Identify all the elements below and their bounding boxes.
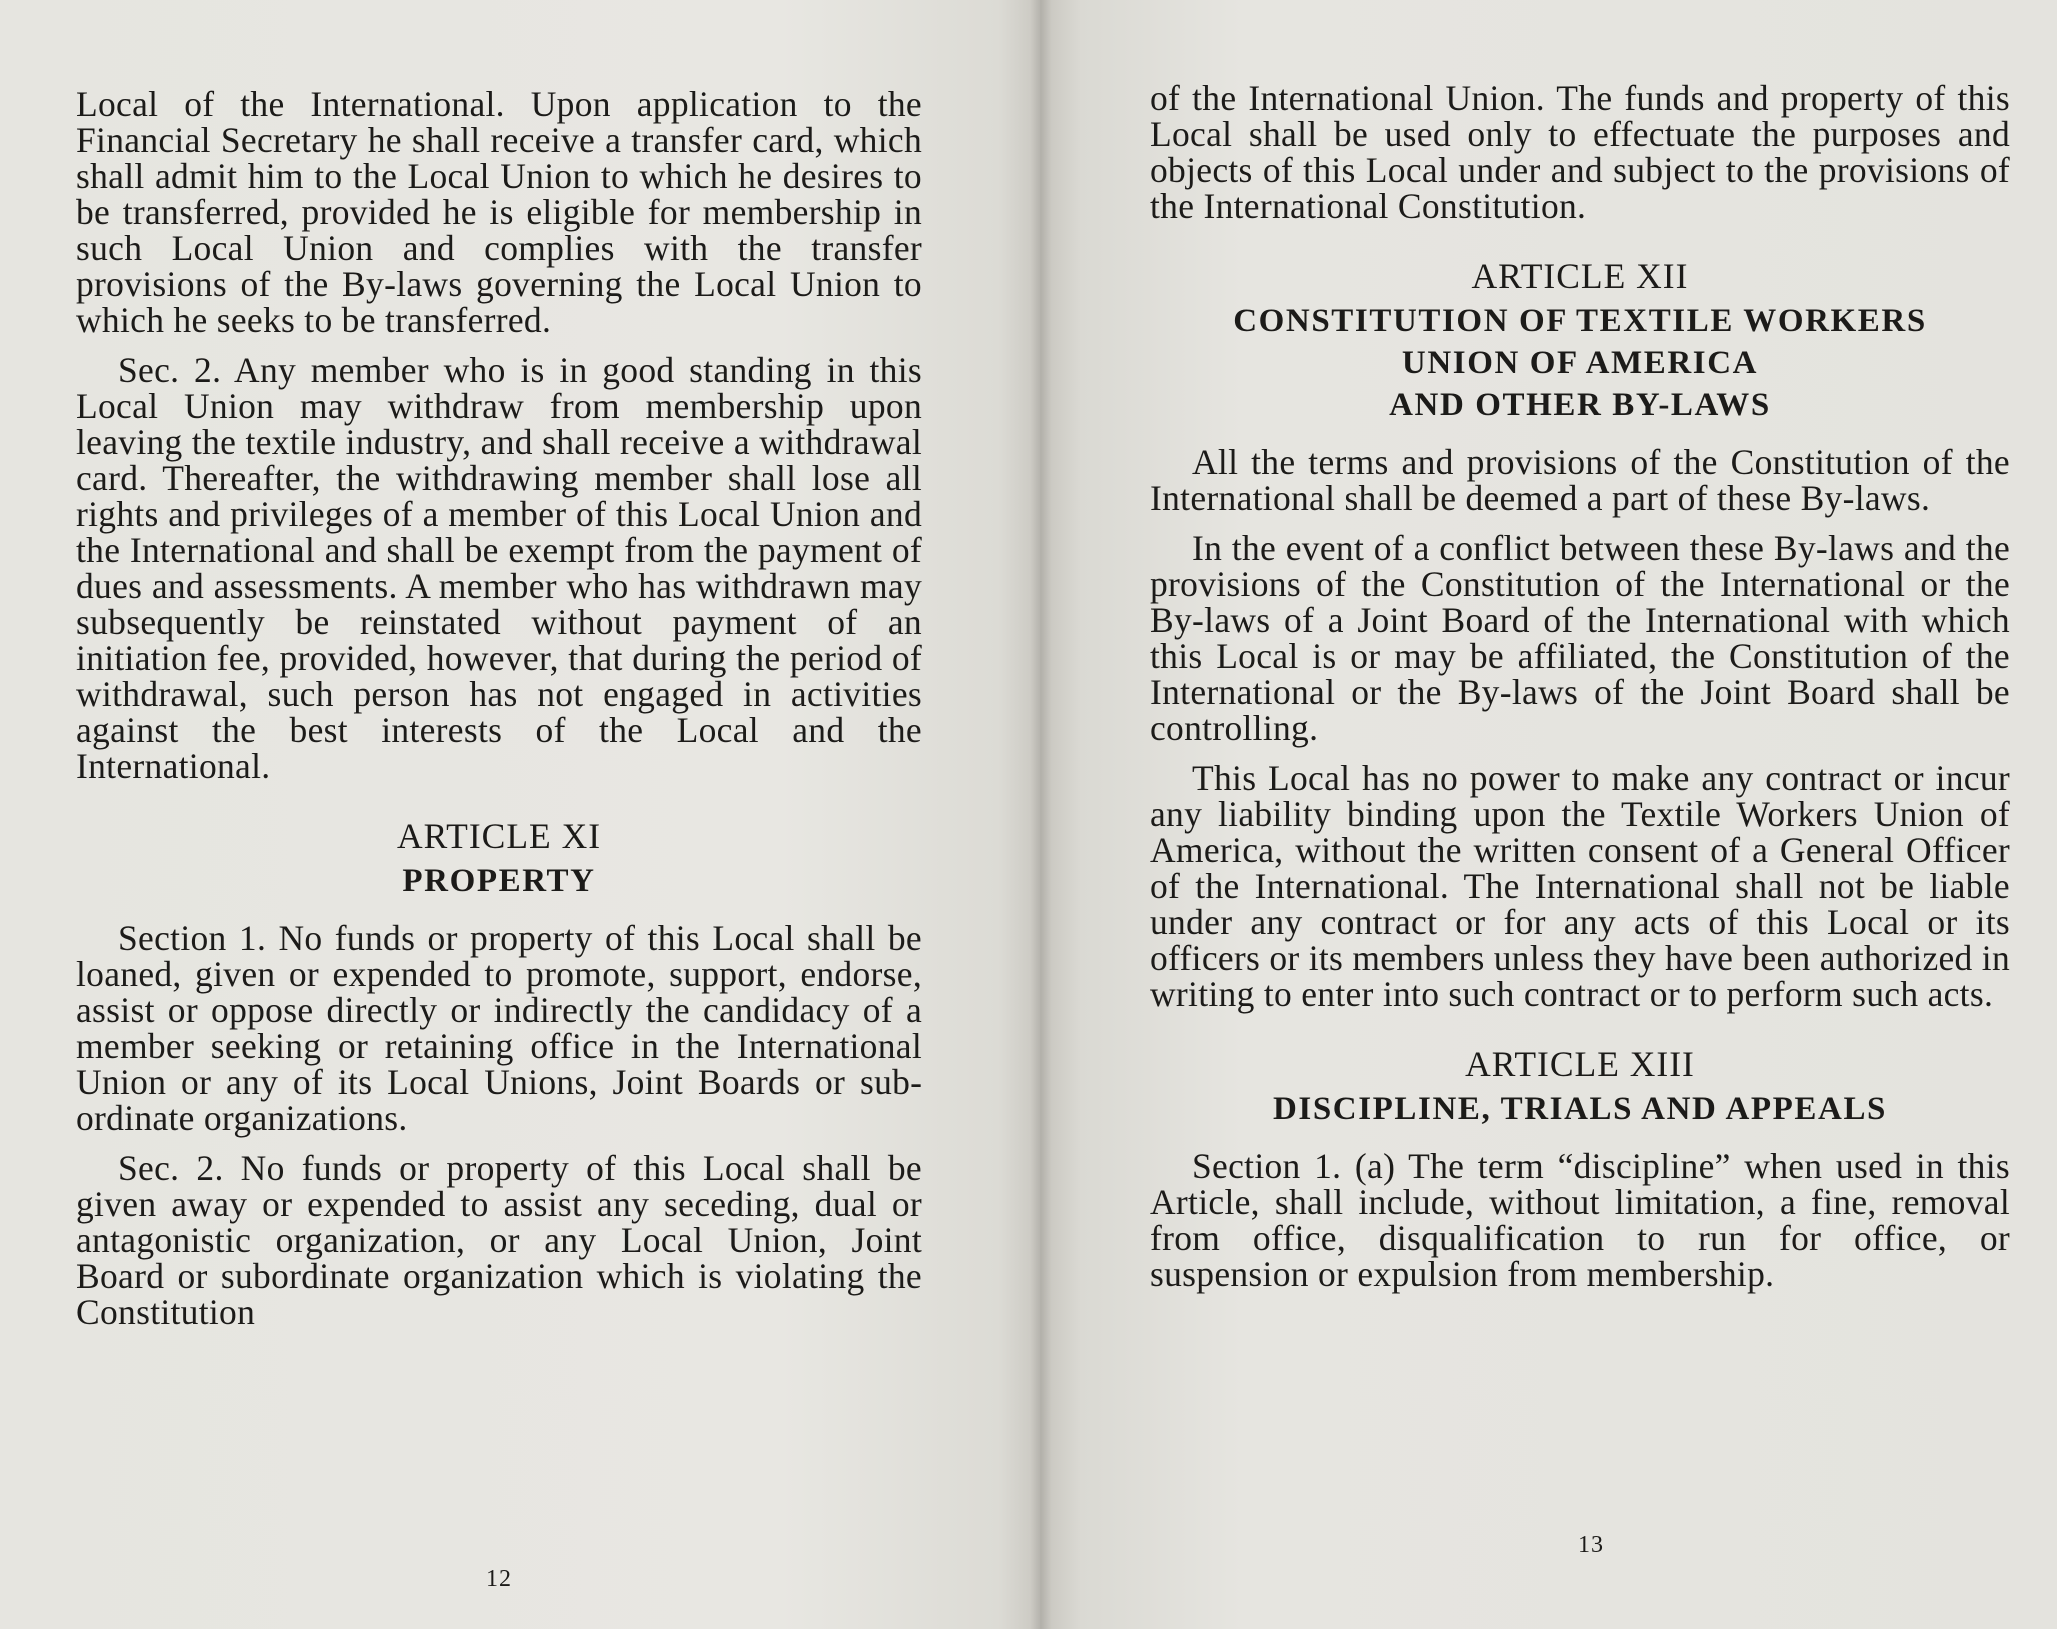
article-xi-title: PROPERTY xyxy=(402,863,596,899)
article-xii-paragraph-1: All the terms and provisions of the Constitution of the International shall be deemed a part of these By-laws. xyxy=(1150,442,2010,518)
article-xii-number: ARTICLE XII xyxy=(1471,256,1689,296)
article-xiii-number: ARTICLE XIII xyxy=(1465,1044,1695,1084)
article-xii-title-line3: AND OTHER BY-LAWS xyxy=(1389,387,1771,423)
right-continued-paragraph: of the International Union. The funds and property of this Local shall be used only to effectuate the purposes and objects of this Local under and subject to the provisions of the International Constitution. xyxy=(1150,78,2010,226)
article-xii-paragraph-3: This Local has no power to make any contract or incur any liability binding upon the Textile Workers Union of America, without the written consent of a General Officer of the International. The International shall not be liable under any contract or for any acts of this Local or its officers or its members unless they have been authorized in writing to enter into such contract or to perform such acts. xyxy=(1150,758,2010,1014)
article-xiii-title: DISCIPLINE, TRIALS AND APPEALS xyxy=(1272,1091,1888,1127)
article-xii-title xyxy=(1150,300,2010,426)
property-sec1-paragraph: Section 1. No funds or property of this Local shall be loaned, given or expended to promote, support, endorse, assist or oppose directly or indirectly the candidacy of a member seeking or retaining office in the International Union or any of its Local Unions, Joint Boards or subordinate organizations. xyxy=(76,918,922,1138)
membership-sec2-paragraph: Sec. 2. Any member who is in good standing in this Local Union may withdraw from membership upon leaving the textile industry, and shall receive a withdrawal card. Thereafter, the withdrawing member shall lose all rights and privileges of a member of this Local Union and the International and shall be exempt from the payment of dues and assessments. A member who has withdrawn may subsequently be reinstated without payment of an initiation fee, provided, however, that during the period of withdrawal, such person has not engaged in activities against the best interests of the Local and the International. xyxy=(76,350,922,786)
article-xii-title-line1: CONSTITUTION OF TEXTILE WORKERS xyxy=(1233,303,1927,339)
book-gutter xyxy=(1030,0,1052,1629)
article-xiii-sec1-paragraph: Section 1. (a) The term “discipline” when used in this Article, shall include, without limitation, a fine, removal from office, disqualification to run for office, or suspension or expulsion from membership. xyxy=(1150,1146,2010,1294)
left-continued-paragraph: Local of the International. Upon application to the Financial Secretary he shall receive a transfer card, which shall admit him to the Local Union to which he desires to be transferred, provided he is eligible for membership in such Local Union and complies with the transfer provisions of the By-laws governing the Local Union to which he seeks to be transferred. xyxy=(76,84,922,340)
right-page-text xyxy=(1150,80,2010,1306)
article-xii-title-line2: UNION OF AMERICA xyxy=(1401,345,1759,381)
article-xii-paragraph-2: In the event of a conflict between these By-laws and the provisions of the Constitution of the International or the By-laws of a Joint Board of the International with which this Local is or may be affiliated, the Constitution of the International or the By-laws of the Joint Board shall be controlling. xyxy=(1150,528,2010,748)
article-xi-number: ARTICLE XI xyxy=(396,816,602,856)
page-number-right: 13 xyxy=(1578,1532,1604,1558)
left-page-text xyxy=(76,86,922,1344)
property-sec2-paragraph: Sec. 2. No funds or property of this Local shall be given away or expended to assist any seceding, dual or antagonistic organization, or any Local Union, Joint Board or subordinate organization which is violating the Constitution xyxy=(76,1148,922,1332)
page-number-left: 12 xyxy=(486,1566,512,1592)
